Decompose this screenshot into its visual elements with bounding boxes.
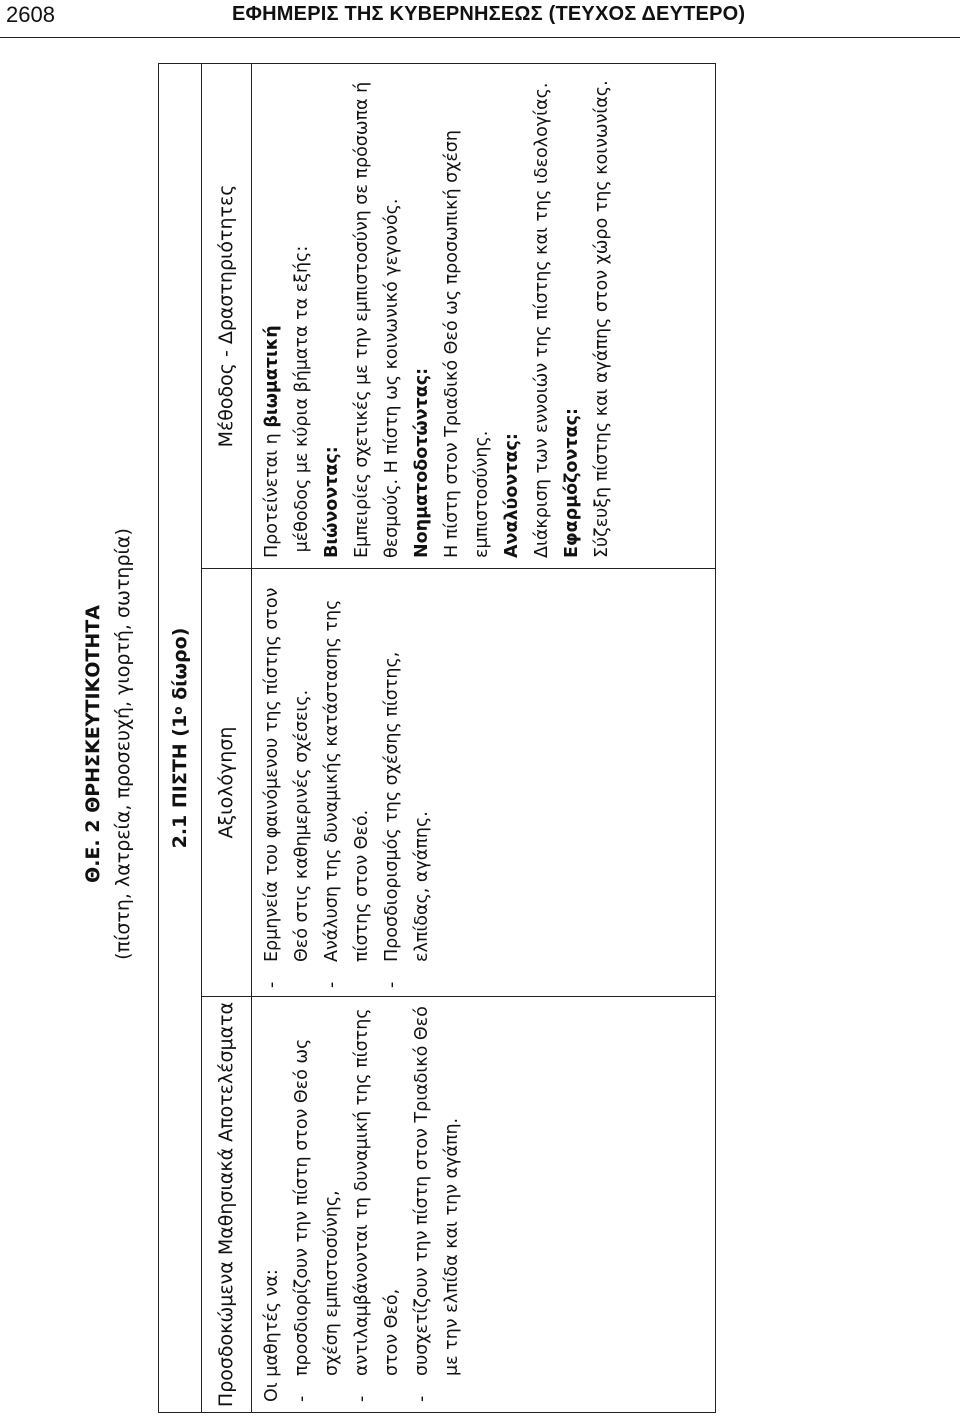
lesson-title [159, 64, 202, 1412]
bullet-dash: - [382, 981, 402, 988]
assessment-item [317, 577, 377, 988]
step-label: Βιώνοντας: [322, 446, 342, 558]
assessment-item [257, 577, 317, 988]
step-label: Νοηματοδοτώντας: [412, 367, 432, 558]
step-label: Εφαρμόζοντας: [562, 408, 582, 558]
unit-subtitle: (πίστη, λατρεία, προσευχή, γιορτή, σωτηρία) [112, 528, 134, 960]
curriculum-table [158, 63, 716, 1413]
outcomes-cell [251, 996, 715, 1412]
assessment-text: Ανάλυση της δυναμικής κατάστασης της πίστης στον Θεό. [322, 599, 372, 962]
method-intro-tail: μέθοδος με κύρια βήματα τα εξής: [292, 245, 312, 558]
header-method: Μέθοδος - Δραστηριότητες [215, 184, 237, 448]
outcome-item [287, 1005, 347, 1402]
method-intro-bold: βιωματική [262, 325, 282, 428]
assessment-cell [251, 568, 715, 996]
lesson-title-text: 2.1 ΠΙΣΤΗ (1 [169, 714, 191, 849]
bullet-dash: - [262, 981, 282, 988]
gazette-title: ΕΦΗΜΕΡΙΣ ΤΗΣ ΚΥΒΕΡΝΗΣΕΩΣ (ΤΕΥΧΟΣ ΔΕΥΤΕΡΟ) [232, 3, 746, 25]
outcomes-intro: Οι μαθητές να: [262, 1269, 282, 1402]
page-number: 2608 [6, 2, 55, 27]
header-outcomes: Προσδοκώμενα Μαθησιακά Αποτελέσματα [201, 996, 251, 1412]
outcome-item [407, 1005, 467, 1402]
unit-title: Θ.Ε. 2 ΘΡΗΣΚΕΥΤΙΚΟΤΗΤΑ [82, 605, 104, 883]
header-rule [0, 37, 960, 38]
outcome-text: αντιλαμβάνονται τη δυναμική της πίστης στον Θεό, [352, 1008, 402, 1376]
page-header [0, 0, 960, 38]
method-intro [257, 72, 317, 558]
bullet-dash: - [292, 1395, 312, 1402]
assessment-item [377, 577, 437, 988]
table-body-row [251, 64, 715, 1412]
rotated-content [0, 69, 960, 1419]
step-text: Διάκριση των εννοιών της πίστης και της ιδεολογίας. [532, 82, 552, 558]
bullet-dash: - [352, 1395, 372, 1402]
lesson-title-sup: ο [171, 706, 185, 715]
assessment-text: Προσδιορισμός της σχέσης πίστης, ελπίδας, αγάπης. [382, 651, 432, 962]
method-cell [251, 64, 715, 568]
outcome-text: συσχετίζουν την πίστη στον Τριαδικό Θεό με την ελπίδα και την αγάπη. [412, 1006, 462, 1376]
outcome-text: προσδιορίζουν την πίστη στον Θεό ως σχέση εμπιστοσύνης, [292, 1038, 342, 1376]
header-assessment: Αξιολόγηση [201, 568, 251, 996]
method-intro-text: Προτείνεται η [262, 427, 282, 558]
assessment-text: Ερμηνεία του φαινόμενου της πίστης στον Θεό στις καθημερινές σχέσεις. [262, 587, 312, 962]
step-text: Εμπειρίες σχετικές με την εμπιστοσύνη σε πρόσωπα ή θεσμούς. Η πίστη ως κοινωνικό γεγονός. [352, 81, 402, 558]
lesson-title-tail: δίωρο) [169, 627, 191, 707]
table-header-row [201, 64, 252, 1412]
outcome-item [347, 1005, 407, 1402]
step-label: Αναλύοντας: [502, 433, 522, 558]
step-text: Η πίστη στον Τριαδικό Θεό ως προσωπική σχέση εμπιστοσύνης. [442, 130, 492, 558]
step-text: Σύζευξη πίστης και αγάπης στον χώρο της κοινωνίας. [592, 80, 612, 558]
bullet-dash: - [412, 1395, 432, 1402]
bullet-dash: - [322, 981, 342, 988]
